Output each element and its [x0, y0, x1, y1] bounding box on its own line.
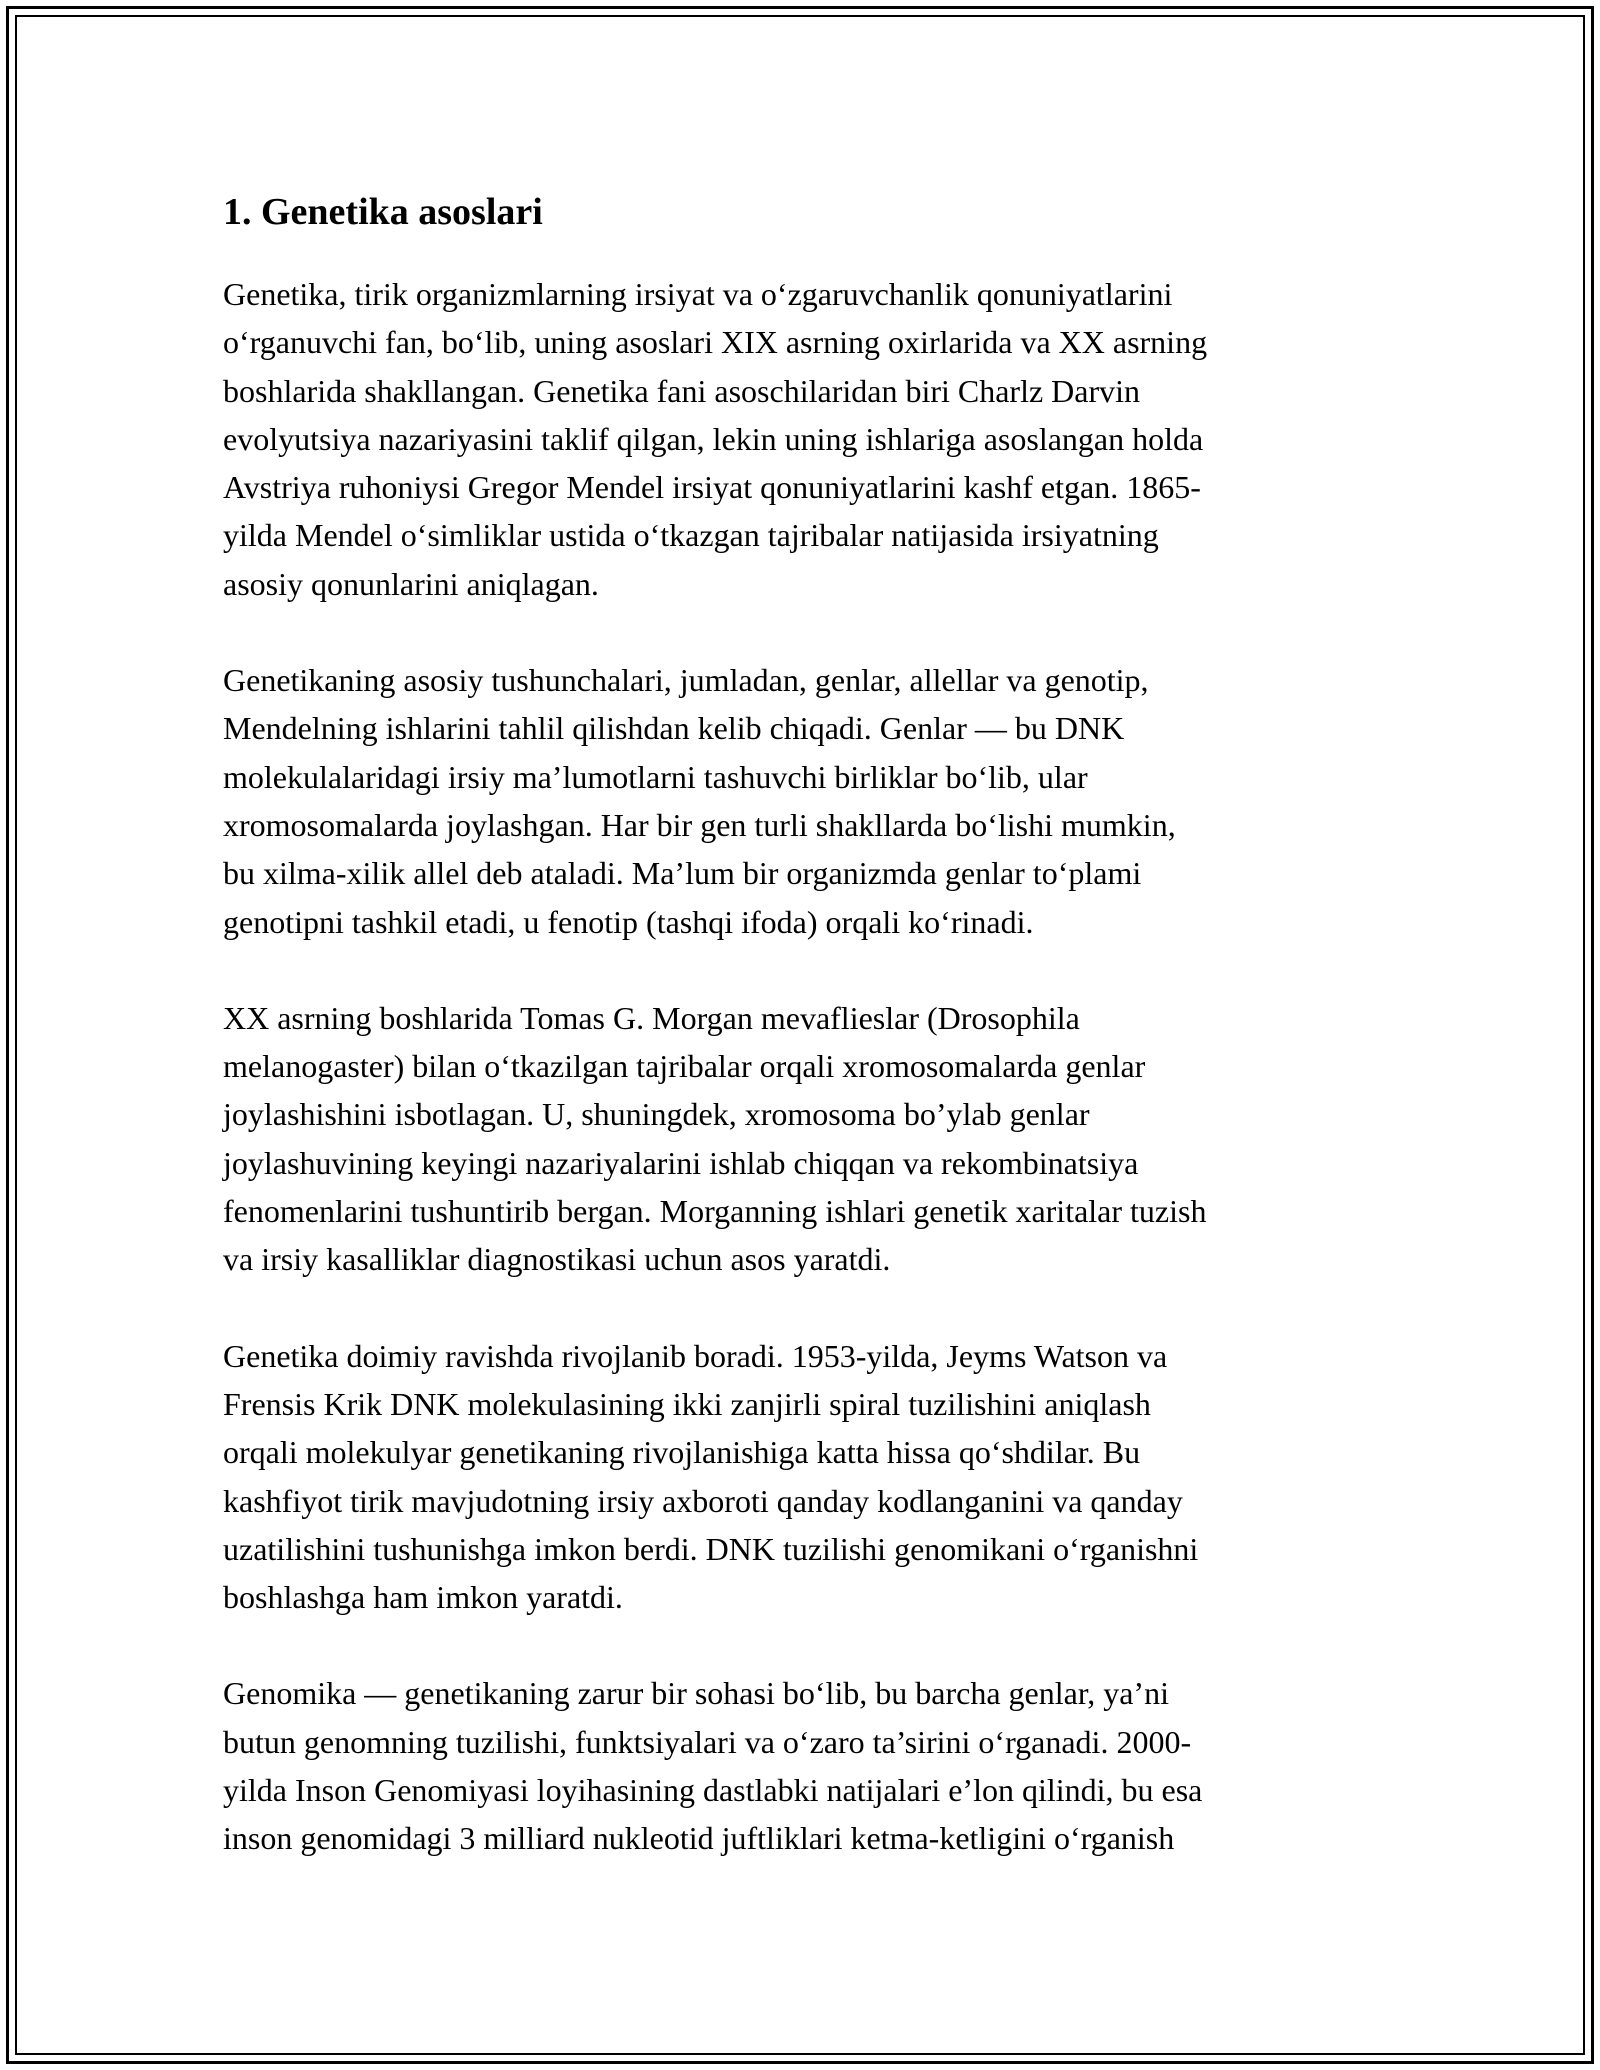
- paragraph-5: [223, 1669, 1373, 1862]
- text-line: yilda Mendel o‘simliklar ustida o‘tkazgan tajribalar natijasida irsiyatning: [223, 517, 1159, 554]
- paragraph-2: [223, 656, 1373, 946]
- text-line: Avstriya ruhoniysi Gregor Mendel irsiyat qonuniyatlarini kashf etgan. 1865-: [223, 469, 1201, 506]
- text-line: kashfiyot tirik mavjudotning irsiy axboroti qanday kodlanganini va qanday: [223, 1482, 1183, 1519]
- document-body: [223, 184, 1373, 1911]
- text-line: va irsiy kasalliklar diagnostikasi uchun asos yaratdi.: [223, 1241, 891, 1278]
- section-heading: 1. Genetika asoslari: [223, 191, 543, 233]
- paragraph-1: [223, 270, 1373, 608]
- text-line: Mendelning ishlarini tahlil qilishdan kelib chiqadi. Genlar — bu DNK: [223, 710, 1125, 747]
- paragraph-3: [223, 994, 1373, 1284]
- text-line: genotipni tashkil etadi, u fenotip (tashqi ifoda) orqali ko‘rinadi.: [223, 903, 1034, 940]
- text-line: molekulalaridagi irsiy ma’lumotlarni tashuvchi birliklar bo‘lib, ular: [223, 758, 1088, 795]
- text-line: orqali molekulyar genetikaning rivojlanishiga katta hissa qo‘shdilar. Bu: [223, 1434, 1141, 1471]
- text-line: joylashuvining keyingi nazariyalarini ishlab chiqqan va rekombinatsiya: [223, 1144, 1139, 1181]
- text-line: Genetika doimiy ravishda rivojlanib boradi. 1953-yilda, Jeyms Watson va: [223, 1337, 1168, 1374]
- text-line: joylashishini isbotlagan. U, shuningdek, xromosoma bo’ylab genlar: [223, 1096, 1090, 1133]
- text-line: bu xilma-xilik allel deb ataladi. Ma’lum bir organizmda genlar to‘plami: [223, 855, 1142, 892]
- text-line: fenomenlarini tushuntirib bergan. Morganning ishlari genetik xaritalar tuzish: [223, 1193, 1207, 1230]
- text-line: Genomika — genetikaning zarur bir sohasi bo‘lib, bu barcha genlar, ya’ni: [223, 1675, 1169, 1712]
- text-line: o‘rganuvchi fan, bo‘lib, uning asoslari XIX asrning oxirlarida va XX asrning: [223, 324, 1208, 361]
- text-line: Genetikaning asosiy tushunchalari, jumladan, genlar, allellar va genotip,: [223, 662, 1149, 699]
- text-line: boshlashga ham imkon yaratdi.: [223, 1579, 623, 1616]
- text-line: melanogaster) bilan o‘tkazilgan tajribalar orqali xromosomalarda genlar: [223, 1048, 1146, 1085]
- text-line: xromosomalarda joylashgan. Har bir gen turli shakllarda bo‘lishi mumkin,: [223, 806, 1176, 843]
- text-line: Genetika, tirik organizmlarning irsiyat va o‘zgaruvchanlik qonuniyatlarini: [223, 276, 1173, 312]
- text-line: boshlarida shakllangan. Genetika fani asoschilaridan biri Charlz Darvin: [223, 372, 1141, 409]
- text-line: XX asrning boshlarida Tomas G. Morgan mevaflieslar (Drosophila: [223, 999, 1080, 1036]
- text-line: Frensis Krik DNK molekulasining ikki zanjirli spiral tuzilishini aniqlash: [223, 1385, 1151, 1422]
- text-line: butun genomning tuzilishi, funktsiyalari va o‘zaro ta’sirini o‘rganadi. 2000-: [223, 1723, 1192, 1760]
- text-line: uzatilishini tushunishga imkon berdi. DNK tuzilishi genomikani o‘rganishni: [223, 1530, 1199, 1567]
- text-line: yilda Inson Genomiyasi loyihasining dastlabki natijalari e’lon qilindi, bu esa: [223, 1772, 1203, 1809]
- paragraph-4: [223, 1332, 1373, 1622]
- text-line: inson genomidagi 3 milliard nukleotid juftliklari ketma-ketligini o‘rganish: [223, 1820, 1175, 1857]
- text-line: asosiy qonunlarini aniqlagan.: [223, 565, 599, 602]
- text-line: evolyutsiya nazariyasini taklif qilgan, lekin uning ishlariga asoslangan holda: [223, 420, 1204, 457]
